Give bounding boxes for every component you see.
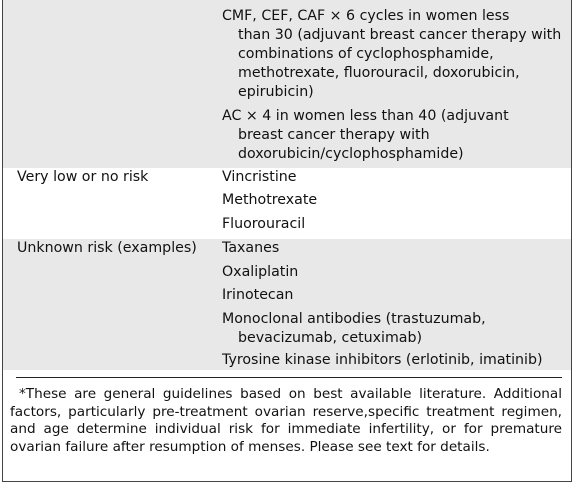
risk-category-label: Very low or no risk xyxy=(17,169,149,185)
cell-line: Fluorouracil xyxy=(222,216,306,232)
agent-cell xyxy=(222,168,567,187)
cell-line: Vincristine xyxy=(222,169,297,185)
footnote-line: factors, particularly pre-treatment ovarian reserve,specific treatment regimen, xyxy=(10,403,562,420)
cell-line: methotrexate, fluorouracil, doxorubicin, xyxy=(238,65,520,81)
cell-line: bevacizumab, cetuximab) xyxy=(238,330,423,346)
table-section-very-low-risk xyxy=(3,168,571,239)
risk-category-label: Unknown risk (examples) xyxy=(17,240,197,256)
agent-cell xyxy=(222,191,567,210)
table-section-continued xyxy=(3,0,571,168)
cell-line: doxorubicin/cyclophosphamide) xyxy=(238,146,464,162)
agent-cell xyxy=(222,351,567,370)
cell-line: Taxanes xyxy=(222,240,280,256)
footnote-line: ovarian failure after resumption of menses. Please see text for details. xyxy=(10,438,490,455)
cell-line: combinations of cyclophosphamide, xyxy=(238,46,494,62)
cell-line: than 30 (adjuvant breast cancer therapy with xyxy=(238,27,562,43)
regimen-cell xyxy=(222,7,567,102)
agent-cell xyxy=(222,239,567,258)
agent-cell xyxy=(222,215,567,234)
footnote-divider xyxy=(16,377,562,378)
agent-cell xyxy=(222,286,567,305)
footnote-line: and age determine individual risk for immediate infertility, or for premature xyxy=(10,421,562,437)
agent-cell xyxy=(222,263,567,282)
cell-line: CMF, CEF, CAF × 6 cycles in women less xyxy=(222,8,510,24)
cell-line: Methotrexate xyxy=(222,192,318,208)
footnote-line: *These are general guidelines based on best available literature. Additional xyxy=(19,386,562,402)
cell-line: breast cancer therapy with xyxy=(238,127,430,143)
cell-line: AC × 4 in women less than 40 (adjuvant xyxy=(222,108,509,124)
cell-line: Monoclonal antibodies (trastuzumab, xyxy=(222,311,486,327)
regimen-cell xyxy=(222,107,567,164)
cell-line: Tyrosine kinase inhibitors (erlotinib, imatinib) xyxy=(222,352,543,368)
agent-cell xyxy=(222,310,567,348)
risk-table xyxy=(2,0,572,482)
cell-line: epirubicin) xyxy=(238,84,314,100)
table-section-unknown-risk xyxy=(3,239,571,370)
cell-line: Irinotecan xyxy=(222,287,294,303)
cell-line: Oxaliplatin xyxy=(222,264,299,280)
table-footnote xyxy=(10,386,562,456)
